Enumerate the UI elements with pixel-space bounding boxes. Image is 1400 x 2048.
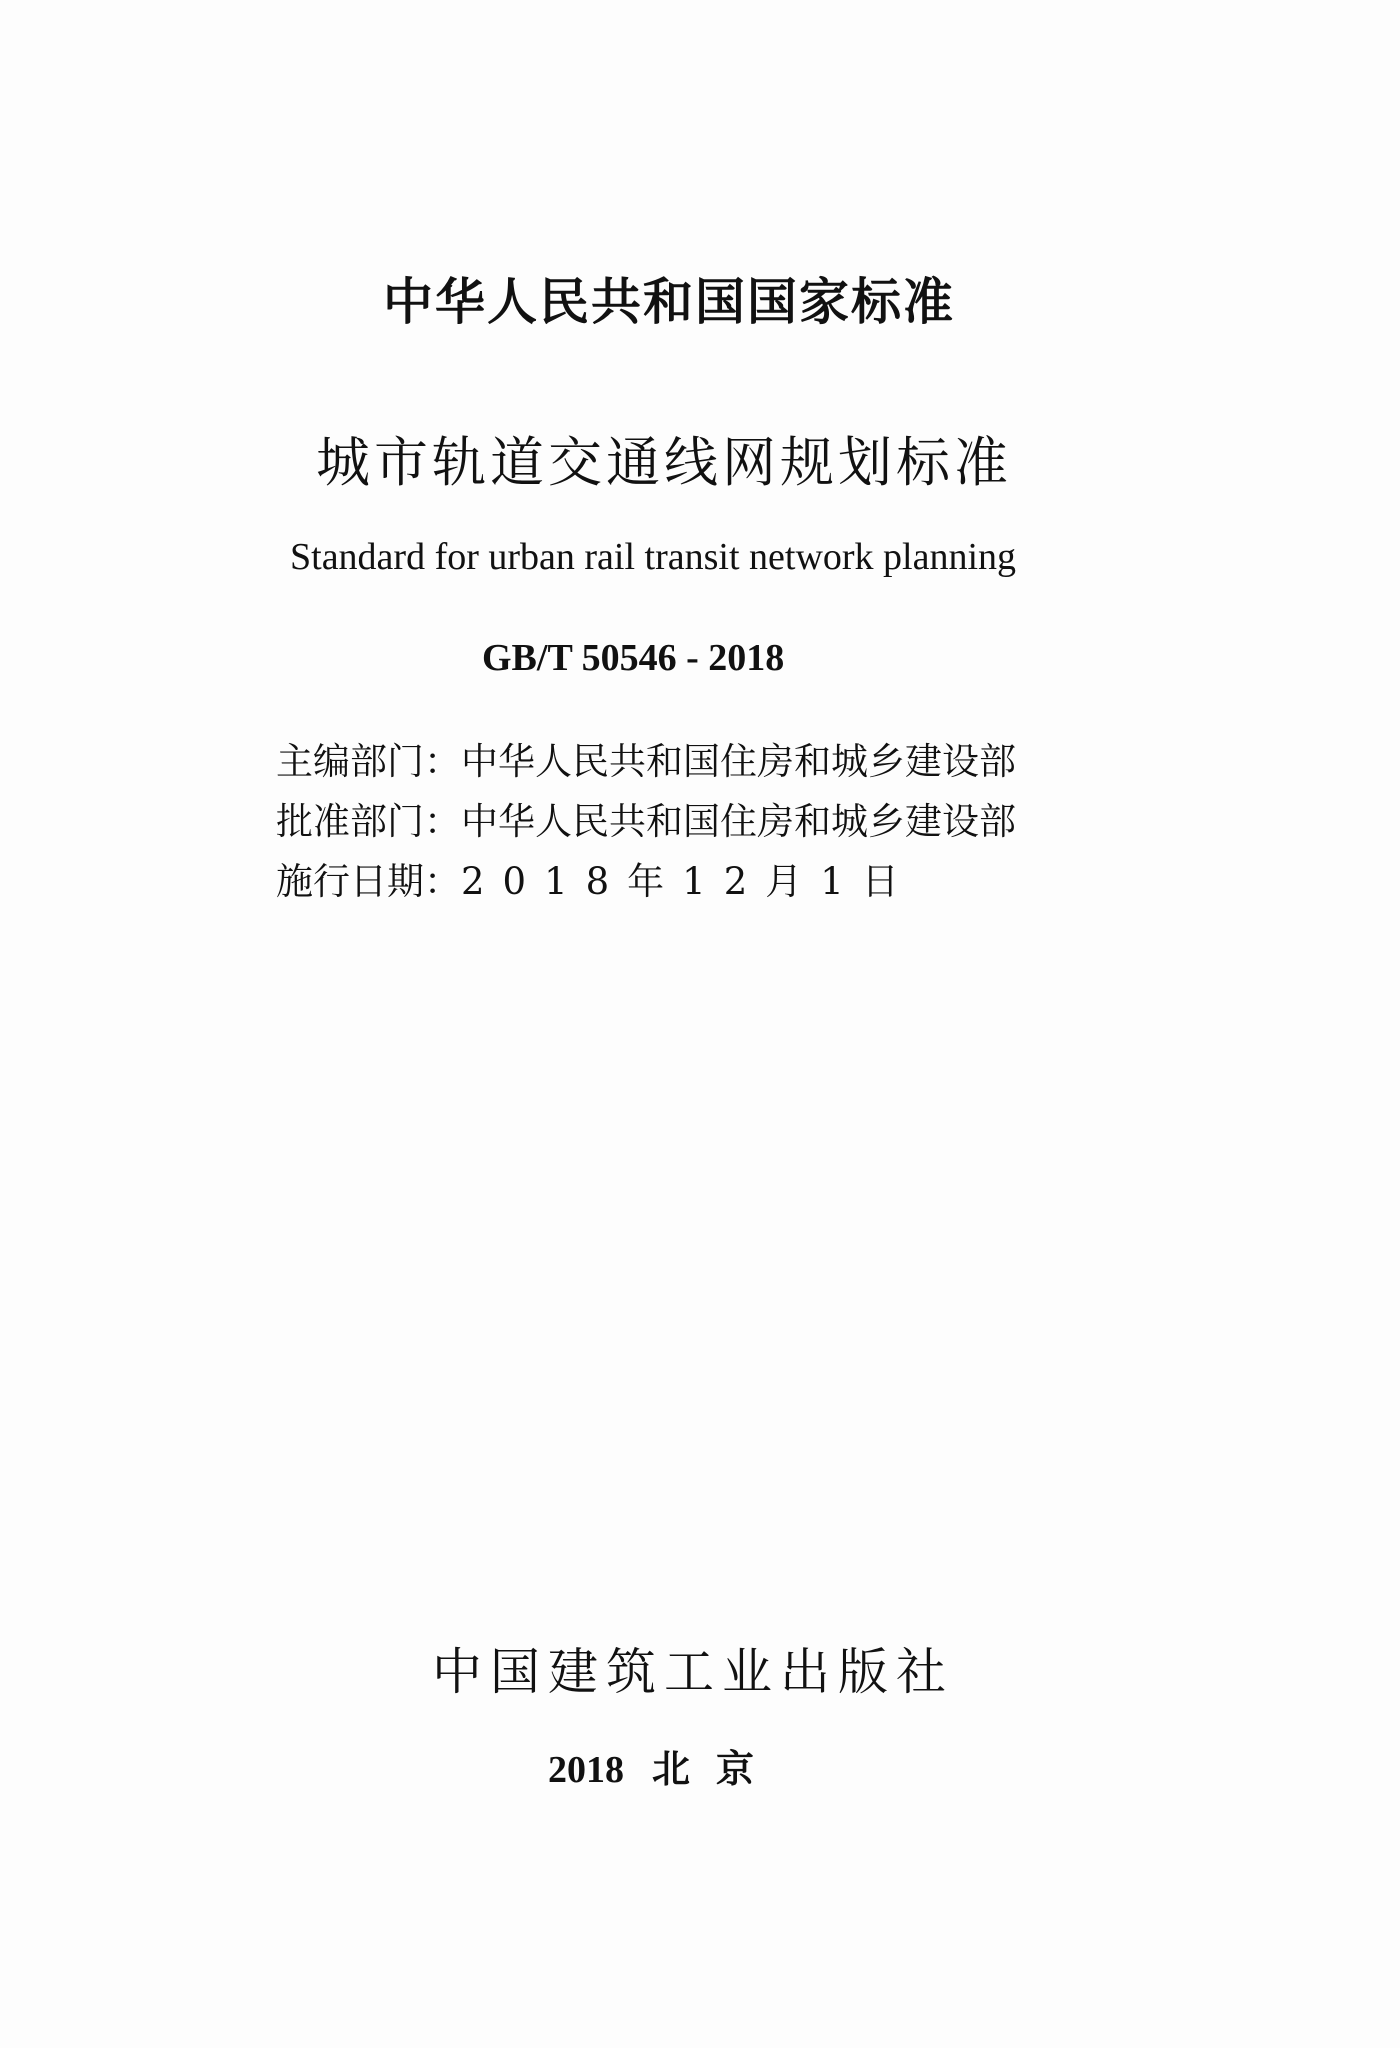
document-title-chinese: 城市轨道交通线网规划标准: [316, 431, 1012, 494]
publication-city: 北京: [652, 1749, 781, 1791]
national-standard-heading: 中华人民共和国国家标准: [383, 273, 955, 331]
editor-department-row: [276, 732, 1016, 792]
publication-year: 2018: [548, 1749, 624, 1791]
editor-department-value: 中华人民共和国住房和城乡建设部: [461, 740, 1016, 783]
approver-department-value: 中华人民共和国住房和城乡建设部: [461, 800, 1016, 843]
issuance-info: [276, 732, 1016, 912]
document-title-english: Standard for urban rail transit network planning: [290, 536, 1017, 578]
publisher-name: 中国建筑工业出版社: [432, 1643, 954, 1701]
publication-place-year: [548, 1738, 780, 1793]
effective-date-row: [276, 852, 1016, 912]
approver-department-label: 批准部门：: [276, 800, 461, 843]
approver-department-row: [276, 792, 1016, 852]
standard-code: GB/T 50546 - 2018: [482, 637, 785, 679]
effective-date-value: 2018年12月1日: [461, 860, 917, 903]
editor-department-label: 主编部门：: [276, 740, 461, 783]
effective-date-label: 施行日期：: [276, 860, 461, 903]
